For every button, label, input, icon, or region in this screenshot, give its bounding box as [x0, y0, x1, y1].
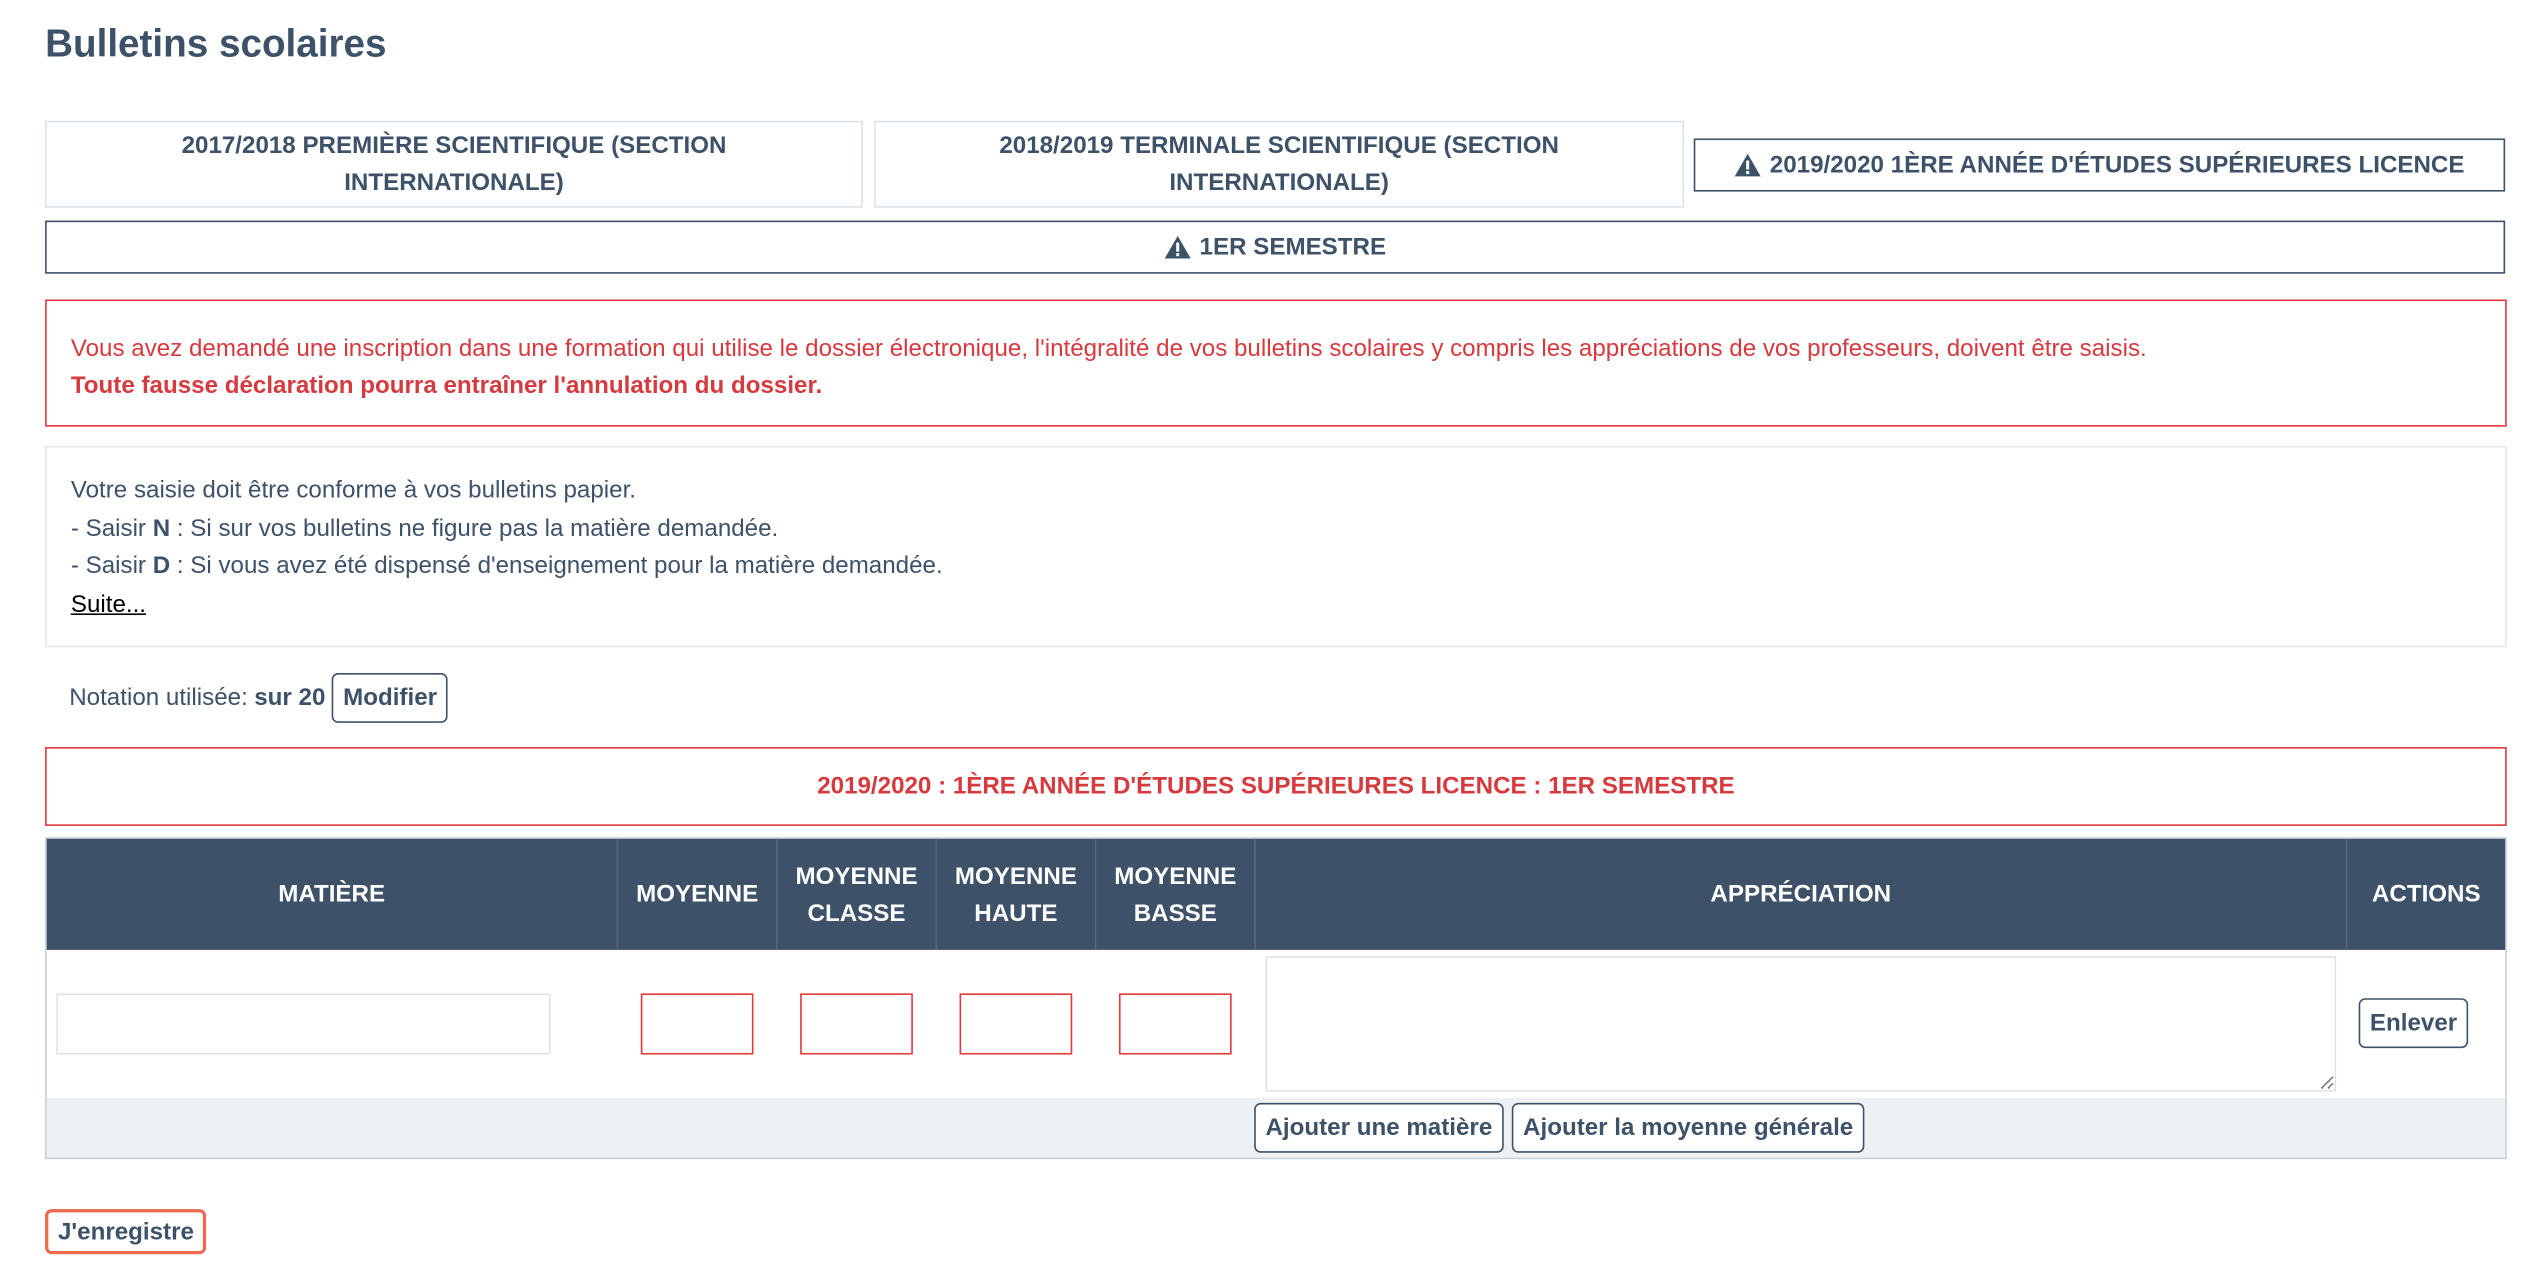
header-label: MOYENNE: [636, 880, 759, 909]
info-key: D: [152, 552, 171, 580]
header-line: MOYENNE: [954, 862, 1077, 890]
grades-table: [45, 837, 2507, 1159]
moyenne-haute-input[interactable]: [960, 993, 1073, 1054]
header-appreciation: [1256, 839, 2348, 950]
header-moyenne-basse: [1096, 839, 1255, 950]
alert-message: Vous avez demandé une inscription dans une formation qui utilise le dossier électronique, l'intégralité de vos bulletins scolaires y compris les appréciations de vos professeurs, doivent être saisis.: [70, 334, 2147, 363]
save-button[interactable]: J'enregistre: [45, 1209, 207, 1254]
info-key: N: [152, 514, 171, 542]
header-label: MATIÈRE: [278, 880, 386, 909]
header-label: [795, 857, 917, 931]
table-footer: [47, 1098, 2505, 1158]
tab-year-label: 2017/2018 PREMIÈRE SCIENTIFIQUE (SECTION INTERNATIONALE): [181, 132, 727, 197]
notation-value: sur 20: [254, 683, 326, 711]
header-line: MOYENNE: [795, 862, 918, 890]
info-text: : Si sur vos bulletins ne figure pas la matière demandée.: [170, 514, 779, 542]
tab-semester-label: 1ER SEMESTRE: [1199, 233, 1387, 261]
tab-semester-1[interactable]: [45, 221, 2505, 274]
header-line: BASSE: [1133, 899, 1217, 927]
moyenne-basse-input[interactable]: [1119, 993, 1232, 1054]
tab-year-label: 2018/2019 TERMINALE SCIENTIFIQUE (SECTION INTERNATIONALE): [999, 132, 1559, 197]
header-label: [955, 857, 1077, 931]
header-line: HAUTE: [974, 899, 1058, 927]
header-moyenne: [618, 839, 777, 950]
moyenne-input[interactable]: [641, 993, 754, 1054]
matiere-input[interactable]: [56, 993, 550, 1054]
add-general-average-button[interactable]: Ajouter la moyenne générale: [1512, 1103, 1865, 1153]
header-label: ACTIONS: [2371, 880, 2481, 909]
tab-year-2018-2019[interactable]: [874, 121, 1684, 208]
info-text: : Si vous avez été dispensé d'enseignement pour la matière demandée.: [170, 552, 943, 580]
more-link[interactable]: Suite...: [70, 590, 147, 618]
tab-year-2017-2018[interactable]: [45, 121, 863, 208]
header-line: CLASSE: [807, 899, 906, 927]
info-line: [71, 585, 2481, 623]
info-line: [71, 510, 2481, 548]
info-line: Votre saisie doit être conforme à vos bulletins papier.: [70, 476, 637, 504]
remove-row-button[interactable]: Enlever: [2359, 998, 2469, 1048]
notation-row: [69, 673, 448, 721]
info-box: [45, 446, 2507, 647]
info-text: - Saisir: [70, 552, 153, 580]
header-label: APPRÉCIATION: [1710, 880, 1892, 909]
header-matiere: [47, 839, 619, 950]
header-moyenne-classe: [778, 839, 937, 950]
info-text: - Saisir: [70, 514, 153, 542]
header-actions: [2347, 839, 2505, 950]
header-line: MOYENNE: [1114, 862, 1237, 890]
page-title: Bulletins scolaires: [45, 22, 387, 67]
header-moyenne-haute: [937, 839, 1096, 950]
alert-warning: Toute fausse déclaration pourra entraîner l'annulation du dossier.: [70, 371, 823, 400]
appreciation-textarea[interactable]: [1265, 956, 2336, 1091]
header-label: [1114, 857, 1236, 931]
table-header: [47, 839, 2505, 950]
add-subject-button[interactable]: Ajouter une matière: [1254, 1103, 1503, 1153]
modify-notation-button[interactable]: Modifier: [332, 672, 448, 722]
warning-icon: [1734, 153, 1761, 177]
tab-year-label: 2019/2020 1ÈRE ANNÉE D'ÉTUDES SUPÉRIEURES LICENCE: [1769, 151, 2465, 179]
notation-label: Notation utilisée:: [69, 683, 248, 711]
tab-year-2019-2020[interactable]: [1694, 138, 2505, 191]
moyenne-classe-input[interactable]: [800, 993, 913, 1054]
alert-box: [45, 299, 2507, 426]
info-line: [71, 547, 2481, 585]
warning-icon: [1164, 235, 1191, 259]
section-title: 2019/2020 : 1ÈRE ANNÉE D'ÉTUDES SUPÉRIEURES LICENCE : 1ER SEMESTRE: [45, 747, 2507, 826]
